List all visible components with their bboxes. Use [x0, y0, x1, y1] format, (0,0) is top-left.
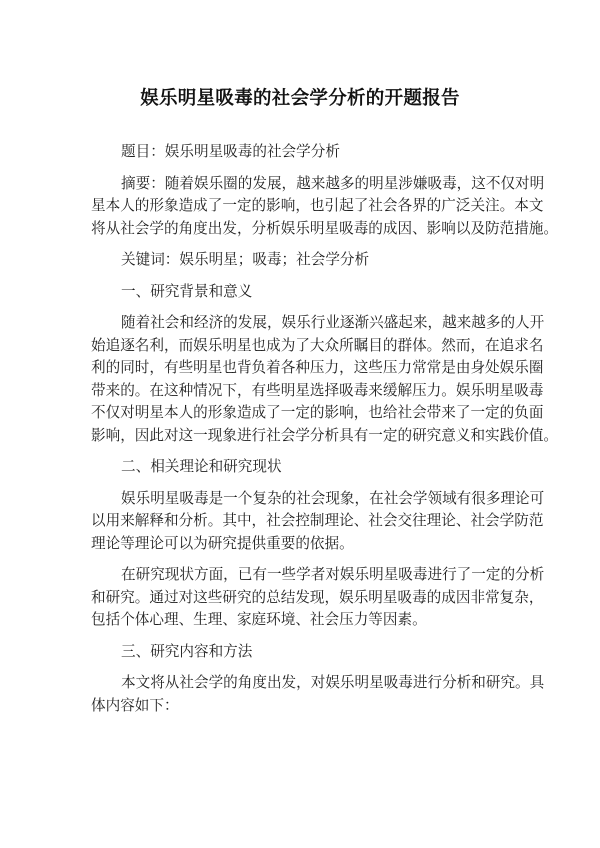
text-line: 将从社会学的角度出发，分析娱乐明星吸毒的成因、影响以及防范措施。 [91, 219, 559, 237]
text-line: 影响，因此对这一现象进行社会学分析具有一定的研究意义和实践价值。 [91, 426, 559, 444]
text-line: 娱乐明星吸毒是一个复杂的社会现象，在社会学领域有很多理论可 [121, 489, 545, 507]
body-paragraph [91, 672, 545, 717]
text-line: 星本人的形象造成了一定的影响，也引起了社会各界的广泛关注。本文 [91, 197, 544, 214]
text-line: 不仅对明星本人的形象造成了一定的影响，也给社会带来了一定的负面 [91, 404, 544, 421]
text-line: 二、相关理论和研究现状 [121, 458, 282, 475]
text-line: 利的同时，有些明星也背负着各种压力，这些压力常常是由身处娱乐圈 [91, 359, 544, 376]
body-paragraph [91, 312, 559, 447]
text-line: 以用来解释和分析。其中，社会控制理论、社会交往理论、社会学防范 [91, 512, 544, 529]
text-line: 关键词：娱乐明星；吸毒；社会学分析 [121, 251, 370, 268]
section-heading [91, 641, 505, 664]
text-line: 包括个体心理、生理、家庭环境、社会压力等因素。 [91, 611, 427, 628]
section-heading [91, 456, 505, 479]
abstract-paragraph [91, 173, 559, 241]
text-line: 和研究。通过对这些研究的总结发现，娱乐明星吸毒的成因非常复杂， [91, 588, 544, 606]
text-line: 三、研究内容和方法 [121, 642, 253, 660]
body-paragraph [91, 564, 545, 632]
keywords-paragraph [91, 249, 505, 272]
text-line: 题目：娱乐明星吸毒的社会学分析 [121, 143, 340, 160]
section-heading [91, 281, 505, 304]
text-line: 带来的。在这种情况下，有些明星选择吸毒来缓解压力。娱乐明星吸毒 [91, 381, 544, 399]
text-line: 一、研究背景和意义 [121, 282, 253, 300]
text-line: 本文将从社会学的角度出发，对娱乐明星吸毒进行分析和研究。具 [121, 674, 545, 691]
document-title: 娱乐明星吸毒的社会学分析的开题报告 [140, 88, 460, 109]
body-paragraph [91, 488, 545, 556]
topic-paragraph [91, 141, 505, 164]
text-line: 摘要：随着娱乐圈的发展，越来越多的明星涉嫌吸毒，这不仅对明 [121, 174, 545, 192]
text-line: 始追逐名利，而娱乐明星也成为了大众所瞩目的群体。然而，在追求名 [91, 336, 544, 354]
text-line: 随着社会和经济的发展，娱乐行业逐渐兴盛起来，越来越多的人开 [121, 314, 545, 331]
text-line: 体内容如下： [91, 696, 179, 714]
document-body [91, 141, 559, 726]
text-line: 理论等理论可以为研究提供重要的依据。 [91, 534, 354, 552]
text-line: 在研究现状方面，已有一些学者对娱乐明星吸毒进行了一定的分析 [121, 566, 545, 583]
